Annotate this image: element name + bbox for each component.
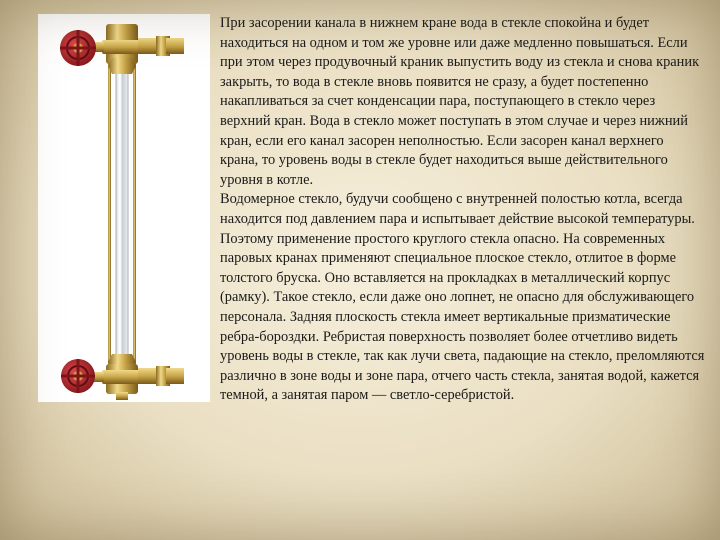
paragraph: Водомерное стекло, будучи сообщено с внутренней полостью котла, всегда находится под давлением пара и испытывает действие высокой температуры. Поэтому применение простого круглого стекла опасно. На современных паровых кранах применяют специальное плоское стекло, отлитое в форме толстого бруска. Оно вставляется на прокладках в металлический корпус (рамку). Такое стекло, если даже оно лопнет, не опасно для обслуживающего персонала. Задняя плоскость стекла имеет вертикальные призматические ребра-бороздки. Ребристая поверхность позволяет более отчетливо видеть уровень воды в стекле, так как лучи света, падающие на стекло, преломляются различно в зоне воды и зоне пара, отчего часть стекла, занятая водой, кажется темной, а занятая паром — светло-серебристой. [220,191,705,404]
water-gauge-illustration [38,14,210,402]
paragraph: При засорении канала в нижнем кране вода в стекле спокойна и будет находиться на одном и том же уровне или даже медленно повышаться. Если при этом через продувочный краник выпустить воду из стекла и снова краник закрыть, то вода в стекле вновь появится не сразу, а будет постепенно накапливаться за счет конденсации пара, поступающего в стекло через верхний кран. Вода в стекло может поступать в этом случае и через нижний кран, если его канал засорен неполностью. Если засорен канал верхнего крана, то уровень воды в стекле будет находиться выше действительного уровня в котле. [220,15,700,188]
glass-tube [116,66,128,362]
water-gauge-image [38,14,210,402]
body-text [220,14,705,406]
bottom-valve [61,354,184,400]
top-valve [60,24,184,74]
guard-rod-right [133,54,136,372]
guard-rod-left [108,54,111,372]
